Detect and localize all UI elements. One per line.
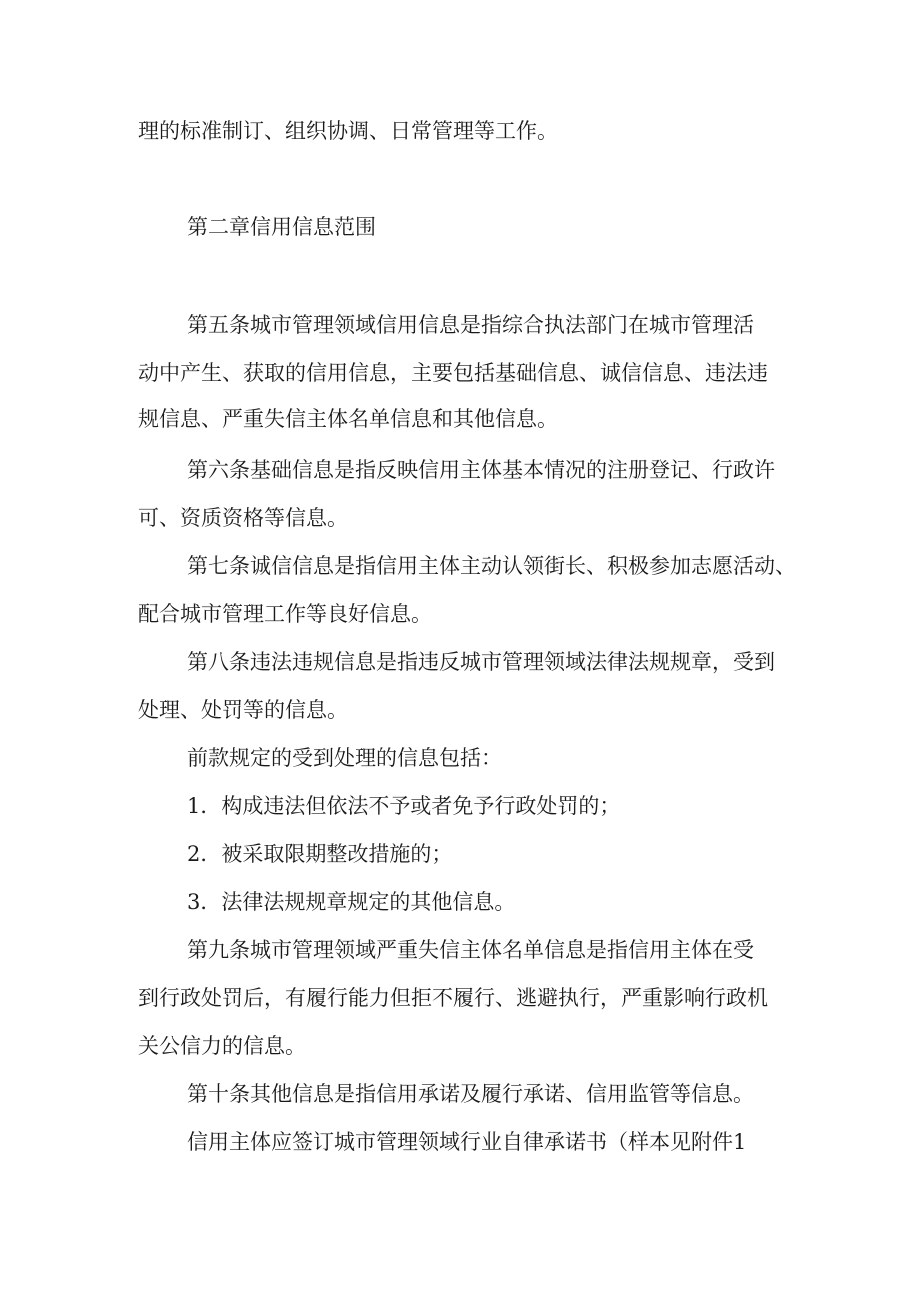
list-item: 2．被采取限期整改措施的； — [187, 842, 453, 866]
article-line: 第六条基础信息是指反映信用主体基本情况的注册登记、行政许 — [187, 458, 775, 482]
text-line: 规信息、严重失信主体名单信息和其他信息。 — [138, 407, 558, 431]
article-line: 第五条城市管理领域信用信息是指综合执法部门在城市管理活 — [187, 313, 754, 337]
text-line: 关公信力的信息。 — [138, 1034, 306, 1058]
article-line: 第十条其他信息是指信用承诺及履行承诺、信用监管等信息。 — [187, 1082, 754, 1106]
text-line: 处理、处罚等的信息。 — [138, 698, 348, 722]
text-line: 前款规定的受到处理的信息包括： — [187, 746, 502, 770]
article-line: 第九条城市管理领域严重失信主体名单信息是指信用主体在受 — [187, 938, 754, 962]
text-line: 可、资质资格等信息。 — [138, 506, 348, 530]
text-line: 配合城市管理工作等良好信息。 — [138, 602, 432, 626]
article-line: 第七条诚信信息是指信用主体主动认领街长、积极参加志愿活动、 — [187, 554, 796, 578]
text-line: 理的标准制订、组织协调、日常管理等工作。 — [138, 119, 558, 143]
text-line: 信用主体应签订城市管理领域行业自律承诺书（样本见附件1 — [187, 1130, 747, 1154]
list-item: 1．构成违法但依法不予或者免予行政处罚的； — [187, 794, 621, 818]
text-line: 到行政处罚后，有履行能力但拒不履行、逃避执行，严重影响行政机 — [138, 986, 768, 1010]
article-line: 第八条违法违规信息是指违反城市管理领域法律法规规章，受到 — [187, 650, 775, 674]
list-item: 3．法律法规规章规定的其他信息。 — [187, 890, 516, 914]
text-line: 动中产生、获取的信用信息，主要包括基础信息、诚信信息、违法违 — [138, 361, 768, 385]
chapter-heading: 第二章信用信息范围 — [187, 215, 376, 239]
